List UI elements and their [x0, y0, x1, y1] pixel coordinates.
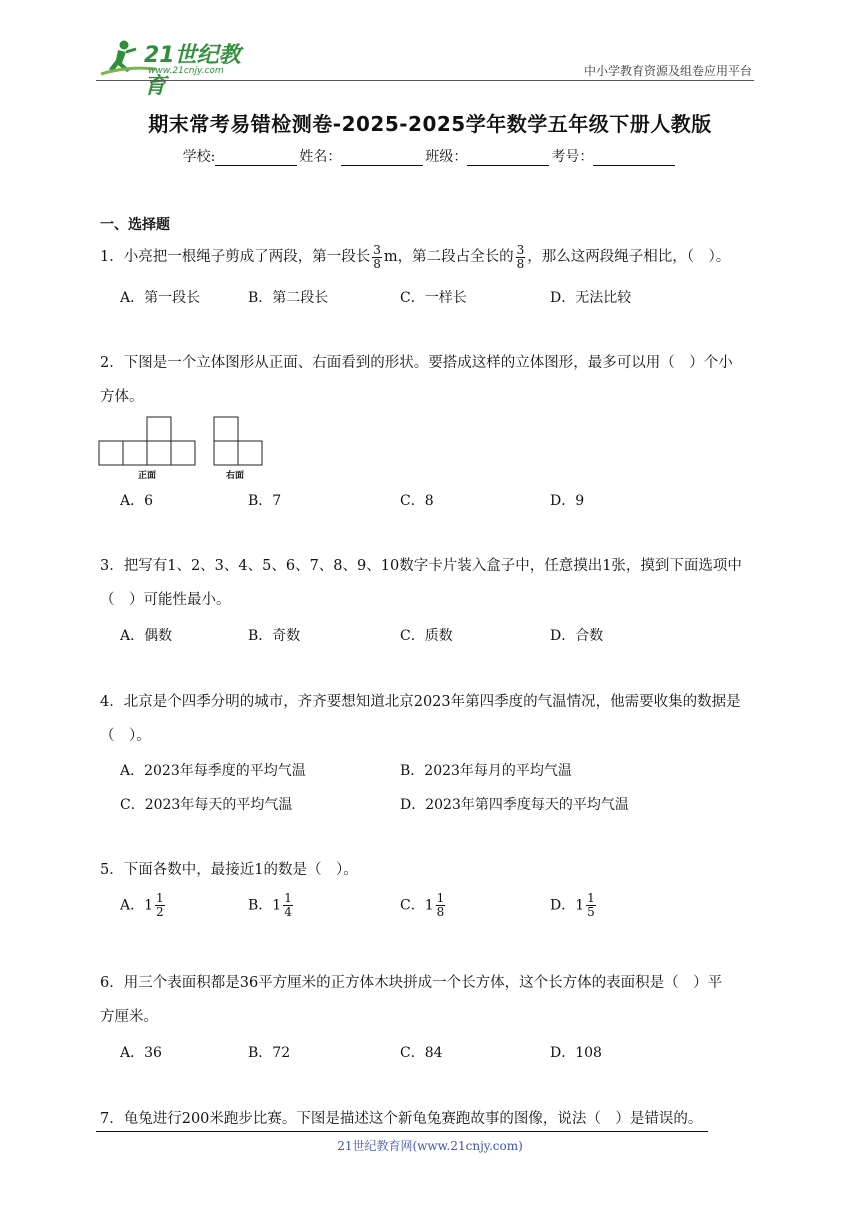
- q5-option-d[interactable]: D．1 $\frac{1}{5}$: [550, 891, 595, 919]
- front-view-cell: [123, 441, 147, 465]
- q3-line-2: （ ）可能性最小。: [100, 592, 231, 608]
- question-4: [100, 685, 765, 753]
- class-label: 班级：: [425, 149, 468, 165]
- logo-url: www.21cnjy.com: [148, 66, 224, 76]
- q6-option-d[interactable]: D．108: [550, 1045, 602, 1061]
- q5-a-fraction: $\frac{1}{2}$: [156, 891, 164, 919]
- footer-link[interactable]: 21世纪教育网(www.21cnjy.com): [337, 1139, 523, 1153]
- q6-line-1: 6．用三个表面积都是36平方厘米的正方体木块拼成一个长方体，这个长方体的表面积是（ ）平: [100, 975, 723, 991]
- header-platform-text: 中小学教育资源及组卷应用平台: [583, 64, 752, 78]
- q2-line-2: 方体。: [100, 389, 144, 405]
- right-view-cell: [214, 417, 238, 441]
- class-blank: [467, 151, 549, 166]
- student-info-line: [0, 146, 860, 166]
- front-view-cell: [147, 417, 171, 441]
- q1-text-b: m，第二段占全长的: [383, 249, 514, 265]
- exam-no-blank: [593, 151, 675, 166]
- q5-c-fraction: $\frac{1}{8}$: [436, 891, 445, 919]
- logo-text: 21世纪教育: [144, 43, 241, 99]
- footer-divider: [96, 1131, 708, 1132]
- q2-option-c[interactable]: C．8: [400, 493, 434, 509]
- section-title: 一、选择题: [100, 217, 170, 233]
- q4-option-d[interactable]: D．2023年第四季度每天的平均气温: [400, 797, 629, 813]
- q4-line-1: 4．北京是个四季分明的城市，齐齐要想知道北京2023年第四季度的气温情况，他需要收集的数据是: [100, 694, 741, 710]
- question-1: [100, 240, 765, 274]
- front-view-label: 正面: [138, 471, 157, 481]
- q1-option-c[interactable]: C．一样长: [400, 290, 467, 306]
- q2-option-b[interactable]: B．7: [248, 493, 282, 509]
- right-view-cell: [238, 441, 262, 465]
- q3-option-c[interactable]: C．质数: [400, 628, 453, 644]
- q3-line-1: 3．把写有1、2、3、4、5、6、7、8、9、10数字卡片装入盒子中，任意摸出1张，摸到下面选项中: [100, 558, 742, 574]
- q5-b-fraction: $\frac{1}{4}$: [284, 891, 292, 919]
- q3-option-b[interactable]: B．奇数: [248, 628, 301, 644]
- question-2: [100, 346, 765, 414]
- q6-line-2: 方厘米。: [100, 1009, 158, 1025]
- q3-option-d[interactable]: D．合数: [550, 628, 604, 644]
- front-view-cell: [171, 441, 195, 465]
- q5-d-fraction: $\frac{1}{5}$: [587, 891, 595, 919]
- right-view-label: 右面: [226, 471, 245, 481]
- q1-option-a[interactable]: A．第一段长: [120, 290, 201, 306]
- q4-option-c[interactable]: C．2023年每天的平均气温: [120, 797, 293, 813]
- q2-option-d[interactable]: D．9: [550, 493, 585, 509]
- question-6: [100, 966, 765, 1034]
- name-blank: [341, 151, 423, 166]
- name-label: 姓名：: [299, 149, 342, 165]
- q1-text-a: 1．小亮把一根绳子剪成了两段，第一段长: [100, 249, 371, 265]
- q1-fraction-2: $\frac{3}{8}$: [516, 242, 525, 271]
- q2-line-1: 2．下图是一个立体图形从正面、右面看到的形状。要搭成这样的立体图形，最多可以用（ ）个小: [100, 355, 733, 371]
- page-title: 期末常考易错检测卷-2025-2025学年数学五年级下册人教版: [148, 112, 712, 136]
- q5-option-b[interactable]: B．1 $\frac{1}{4}$: [248, 891, 292, 919]
- q1-fraction-1: $\frac{3}{8}$: [373, 242, 381, 271]
- header-divider: [96, 80, 754, 81]
- question-7: 7．龟兔进行200米跑步比赛。下图是描述这个新龟兔赛跑故事的图像，说法（ ）是错误的。: [100, 1111, 703, 1127]
- exam-no-label: 考号：: [551, 149, 594, 165]
- q6-option-c[interactable]: C．84: [400, 1045, 443, 1061]
- q1-option-d[interactable]: D．无法比较: [550, 290, 632, 306]
- q1-option-b[interactable]: B．第二段长: [248, 290, 329, 306]
- right-view-cell: [214, 441, 238, 465]
- q4-option-b[interactable]: B．2023年每月的平均气温: [400, 763, 572, 779]
- front-view-cell: [147, 441, 171, 465]
- front-view-cell: [99, 441, 123, 465]
- site-logo: [96, 36, 256, 99]
- question-3: [100, 549, 765, 617]
- q5-option-c[interactable]: C．1 $\frac{1}{8}$: [400, 891, 445, 919]
- q2-option-a[interactable]: A．6: [120, 493, 154, 509]
- q4-option-a[interactable]: A．2023年每季度的平均气温: [120, 763, 306, 779]
- school-label: 学校:: [182, 149, 216, 165]
- q1-text-c: ，那么这两段绳子相比，（ ）。: [527, 249, 731, 265]
- q5-option-a[interactable]: A．1 $\frac{1}{2}$: [120, 891, 164, 919]
- q6-option-b[interactable]: B．72: [248, 1045, 291, 1061]
- q4-line-2: （ ）。: [100, 728, 151, 744]
- q3-option-a[interactable]: A．偶数: [120, 628, 173, 644]
- q6-option-a[interactable]: A．36: [120, 1045, 162, 1061]
- school-blank: [215, 151, 297, 166]
- question-5: 5．下面各数中，最接近1的数是（ ）。: [100, 862, 358, 878]
